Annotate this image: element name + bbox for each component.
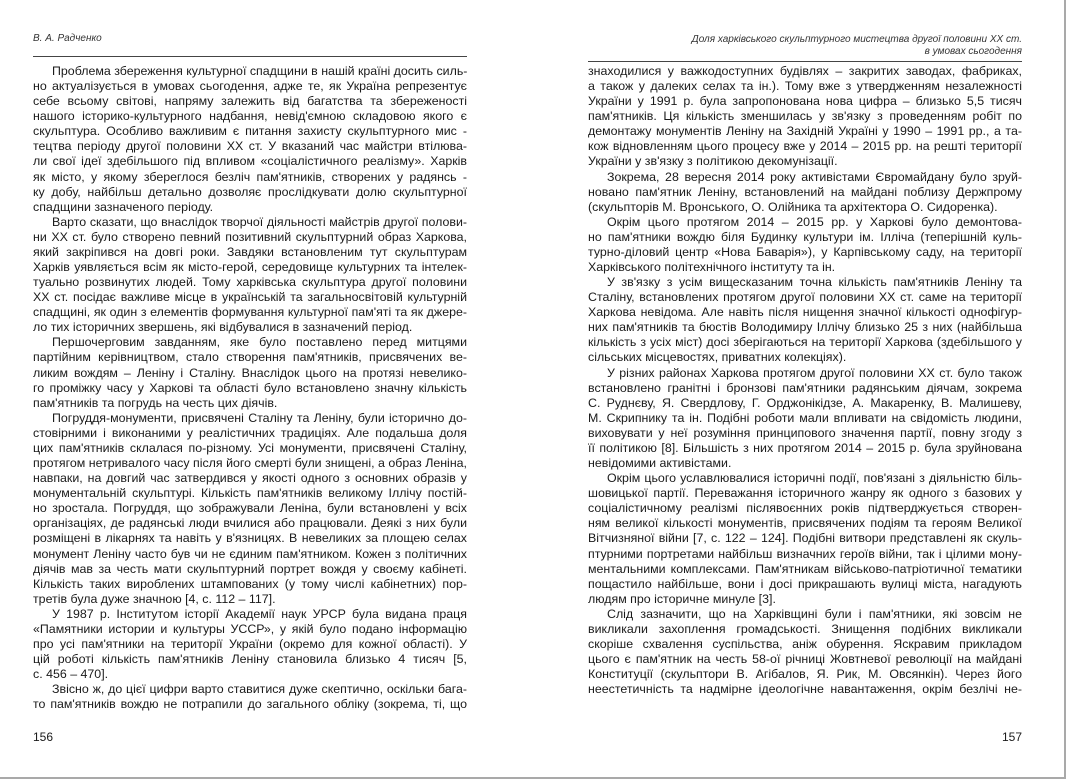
page-number: 157 — [1001, 730, 1022, 744]
text-line: України у 1991 р. була запропонована нова цифра – близько 5,5 тисяч — [588, 94, 1022, 109]
text-line: цій роботі кількість пам'ятників Леніну становила близько 4 тисяч [5, — [33, 652, 467, 667]
paragraph — [588, 607, 1022, 697]
text-line: Кількість таких вироблених штампованих (у тому числі кабінетних) пор- — [33, 576, 467, 591]
text-line: соціалістичному реалізмі післявоєнних років підтверджується створен- — [588, 501, 1022, 516]
text-line: діячів мав за честь мати скульптурний портрет вождя у своєму кабінеті. — [33, 561, 467, 576]
text-line: скоріше схвалення суспільства, аніж обурення. Яскравим прикладом — [588, 636, 1022, 651]
text-line: Вітчизняної війни [7, с. 122 – 124]. Подібні витвори представлені як скуль- — [588, 531, 1022, 546]
text-line: Харкова невідома. Але навіть після нищення значної кількості однофігур- — [588, 305, 1022, 320]
text-line: організаціях, де радянські люди вчилися або працювали. Деякі з них були — [33, 516, 467, 531]
text-line: но актуалізується в умовах сьогодення, адже те, як Україна репрезентує — [33, 79, 467, 94]
paragraph — [588, 366, 1022, 472]
text-line: невідомими активістами. — [588, 456, 732, 471]
paragraph — [588, 64, 1022, 170]
running-header-title — [588, 34, 1022, 58]
text-line: ментальними комплексами. Пам'ятникам військово-патріотичної тематики — [588, 561, 1022, 576]
text-line: України у зв'язку з політикою декомунізації. — [588, 154, 838, 169]
text-line: протягом нетривалого часу після його смерті були знищені, а образ Леніна, — [33, 456, 467, 471]
text-line: Зокрема, 28 вересня 2014 року активістами Євромайдану було зруй- — [607, 169, 1022, 184]
text-line: демонтажу монументів Леніну на Західній Україні у 1990 – 1991 рр., а та- — [588, 124, 1022, 139]
text-line: Першочерговим завданням, яке було поставлено перед митцями — [52, 335, 467, 350]
body-text — [588, 64, 1022, 697]
text-line: встановлено гранітні і бронзові пам'ятники радянським діячам, зокрема — [588, 380, 1022, 395]
text-line: цього є пам'ятник на честь 58-ої річниці Жовтневої революції на майдані — [588, 652, 1022, 667]
text-line: пам'ятників. Ця кількість зменшилась у зв'язку з проведенням робіт по — [588, 109, 1022, 124]
text-line: С. Руднєву, Я. Свердлову, Г. Орджонікідзе, А. Макаренку, В. Малишеву, — [588, 395, 1022, 410]
text-line: неестетичність та надмірне ідеологічне навантаження, окрім безлічі не- — [588, 682, 1022, 697]
text-line: Звісно ж, до цієї цифри варто ставитися дуже скептично, оскільки бага- — [52, 682, 467, 697]
text-line: ли свої ідеї здебільшого під впливом «соціалістичного реалізму». Харків — [33, 154, 467, 169]
text-line: Окрім цього протягом 2014 – 2015 рр. у Харкові було демонтова- — [607, 214, 1022, 229]
text-line: який закріпився на довгі роки. Завдяки встановленим тут скульптурам — [33, 244, 467, 259]
paragraph — [33, 607, 467, 682]
text-line: викликали захоплення громадськості. Знищення подібних викликали — [588, 621, 1022, 636]
text-line: сільських місцевостях, приватних колекціях). — [588, 350, 847, 365]
text-line: ням великої кількості монументів, присвячених подіям та героям Великої — [588, 516, 1022, 531]
text-line: ку добу, найбільш детально дозволяє прослідкувати долю скульптурної — [33, 184, 467, 199]
text-line: як місто, у якому збереглося безліч пам'ятників, створених у радянсь - — [33, 169, 467, 184]
text-line: монумент Леніну часто був чи не єдиним пам'ятником. Кожен з політичних — [33, 546, 467, 561]
text-line: навпаки, на довгий час затвердився у якості одного з основних образів у — [33, 471, 467, 486]
text-line: туально розвинутих людей. Тому харківська скульптура другої половини — [33, 275, 467, 290]
text-line: Слід зазначити, що на Харківщині були і пам'ятники, які зовсім не — [607, 606, 1022, 621]
text-line: розміщені в лікарнях та навіть у в'язницях. В невеликих за площею селах — [33, 531, 467, 546]
text-line: XX ст. посідає важливе місце в українській та загальносвітовій культурній — [33, 290, 467, 305]
text-line: Конституції (скульптори В. Агібалов, Я. Рик, М. Овсянкін). Через його — [588, 667, 1022, 682]
text-line: ликим вождям – Леніну і Сталіну. Внаслідок цього на протязі невелико- — [33, 365, 467, 380]
text-line: кож відновленням цього процесу вже у 2014 – 2015 рр. на решті території — [588, 139, 1022, 154]
paragraph — [588, 170, 1022, 215]
text-line: го проміжку часу у Харкові та області було встановлено значну кількість — [33, 380, 467, 395]
text-line: знаходилися у важкодоступних будівлях – закритих заводах, фабриках, — [588, 64, 1022, 78]
paragraph — [33, 215, 467, 336]
text-line: спадщині, як один з елементів формування культурної пам'яті та як джере- — [33, 305, 467, 320]
text-line: її політикою [8]. Більшість з них протягом 2014 – 2015 р. була зруйнована — [588, 440, 1022, 455]
text-line: Варто сказати, що внаслідок творчої діяльності майстрів другої полови- — [52, 214, 467, 229]
paragraph — [588, 471, 1022, 607]
text-line: то пам'ятників вождю не потрапили до загального обліку (зокрема, ті, що — [33, 697, 467, 712]
text-line: У зв'язку з усім вищесказаним точна кількість пам'ятників Леніну та — [607, 275, 1022, 290]
text-line: нашого історико-культурного надбання, невід'ємною складовою якого є — [33, 109, 467, 124]
text-line: пам'ятників та погрудь на честь цих діячів. — [33, 395, 278, 410]
text-line: третів була дуже значною [4, с. 112 – 117]. — [33, 591, 276, 606]
text-line: У різних районах Харкова протягом другої половини XX ст. було також — [607, 365, 1022, 380]
text-line: цих пам'ятників склалася по-різному. Усі монументи, присвячені Сталіну, — [33, 440, 467, 455]
left-page — [33, 0, 467, 777]
body-text — [33, 64, 467, 712]
text-line: тецтва періоду другої половини XX ст. У вказаний час майстри втілюва- — [33, 139, 467, 154]
text-line: Окрім цього уславлювалися історичні події, пов'язані з діяльністю біль- — [607, 471, 1022, 486]
text-line: партійним керівництвом, стало створення пам'ятників, присвячених ве- — [33, 350, 467, 365]
text-line: ни XX ст. було створено певний позитивний скульптурний образ Харкова, — [33, 229, 467, 244]
text-line: кількість з усіх міст) досі зберігаються на території Харкова (здебільшого у — [588, 335, 1022, 350]
text-line: Сталіну, встановлених протягом другої половини XX ст. саме на території — [588, 290, 1022, 305]
text-line: про усі пам'ятники на території України (окремо для кожної області). У — [33, 636, 467, 651]
text-line: Харківського політехнічного інституту та ін. — [588, 260, 836, 275]
text-line: шовицької партії. Переважання історичного жанру як одного з базових у — [588, 486, 1022, 501]
text-line: скульптура. Особливо важливим є питання захисту скульптурного мис - — [33, 124, 467, 139]
paragraph — [33, 682, 467, 712]
text-line: (скульпторів М. Вронського, О. Олійника та архітектора О. Сидоренка). — [588, 199, 998, 214]
text-line: спадщини зазначеного періоду. — [33, 199, 214, 214]
text-line: ло тих історичних звершень, які відбувалися в зазначений період. — [33, 320, 413, 335]
text-line: У 1987 р. Інститутом історії Академії наук УРСР була видана праця — [52, 606, 467, 621]
text-line: них пам'ятників та бюстів Володимиру Іллічу близько 25 з них (найбільша — [588, 320, 1022, 335]
header-rule — [33, 56, 467, 57]
paragraph — [588, 275, 1022, 365]
text-line: Погруддя-монументи, присвячені Сталіну та Леніну, були історично до- — [52, 410, 467, 425]
right-page — [588, 0, 1022, 777]
paragraph — [33, 411, 467, 607]
text-line: виховувати у неї розуміння принципового значення партії, повну згоду з — [588, 425, 1022, 440]
text-line: Харків уявляється всім як місто-герой, середовище культурних та інтелек- — [33, 260, 467, 275]
text-line: с. 456 – 470]. — [33, 667, 109, 682]
text-line: М. Скрипнику та ін. Подібні роботи мали впливати на свідомість людини, — [588, 410, 1022, 425]
text-line: но пам'ятники вождю біля Будинку культури ім. Ілліча (теперішній куль- — [588, 229, 1022, 244]
page-number: 156 — [33, 730, 54, 744]
text-line: пощастило найбільше, вони і досі прикрашають вулиці міста, нагадують — [588, 576, 1022, 591]
paragraph — [588, 215, 1022, 275]
header-title-line: Доля харківського скульптурного мистецтва другої половини XX ст. — [691, 34, 1022, 45]
header-rule — [588, 61, 1022, 62]
text-line: Проблема збереження культурної спадщини в нашій країні досить силь- — [52, 64, 467, 78]
header-title-line: в умовах сьогодення — [924, 46, 1022, 57]
text-line: себе всьому світові, напряму залежить від багатства та збереженості — [33, 94, 467, 109]
paragraph — [33, 64, 467, 215]
text-line: но зростала. Погруддя, що зображували Леніна, були встановлені у всіх — [33, 501, 467, 516]
text-line: людям про історичне минуле [3]. — [588, 591, 776, 606]
text-line: птурними портретами найбільш визначних героїв війни, так і цілими мону- — [588, 546, 1022, 561]
text-line: «Памятники истории и культуры УССР», у якій було подано інформацію — [33, 621, 467, 636]
paragraph — [33, 335, 467, 410]
text-line: стовірними і виконаними у реалістичних традиціях. Але подальша доля — [33, 425, 467, 440]
text-line: турно-діловий центр «Нова Баварія»), у Карпівському саду, на території — [588, 244, 1022, 259]
text-line: монументальній скульптурі. Кількість пам'ятників великому Іллічу постій- — [33, 486, 467, 501]
text-line: новано пам'ятник Леніну, встановлений на майдані поблизу Держпрому — [588, 184, 1022, 199]
running-header-author: В. А. Радченко — [33, 33, 102, 44]
text-line: а також у далеких селах та ін.). Тому вже з утвердженням незалежності — [588, 79, 1022, 94]
